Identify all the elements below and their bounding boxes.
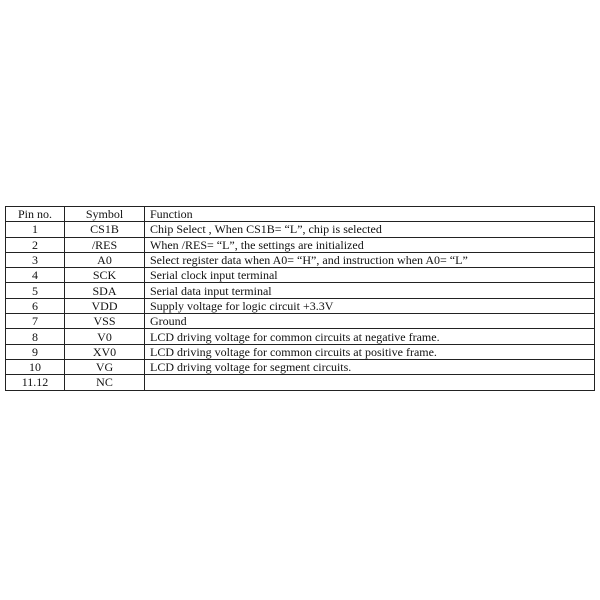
- pin-description-table: [5, 206, 595, 391]
- table-row: [6, 359, 595, 374]
- header-function: Function: [145, 207, 595, 222]
- function-cell: Chip Select , When CS1B= “L”, chip is selected: [145, 222, 595, 237]
- table-row: [6, 268, 595, 283]
- symbol-cell: A0: [65, 252, 145, 267]
- table-row: [6, 222, 595, 237]
- function-cell: When /RES= “L”, the settings are initialized: [145, 237, 595, 252]
- symbol-cell: /RES: [65, 237, 145, 252]
- symbol-cell: VG: [65, 359, 145, 374]
- function-cell: Serial data input terminal: [145, 283, 595, 298]
- table-row: [6, 237, 595, 252]
- function-cell: Supply voltage for logic circuit +3.3V: [145, 298, 595, 313]
- table-row: [6, 329, 595, 344]
- table-row: [6, 252, 595, 267]
- pin-number-cell: 11.12: [6, 375, 65, 390]
- table-row: [6, 314, 595, 329]
- table-row: [6, 298, 595, 313]
- pin-number-cell: 1: [6, 222, 65, 237]
- pin-number-cell: 4: [6, 268, 65, 283]
- header-pin-no: Pin no.: [6, 207, 65, 222]
- function-cell: LCD driving voltage for common circuits at negative frame.: [145, 329, 595, 344]
- pin-number-cell: 3: [6, 252, 65, 267]
- symbol-cell: NC: [65, 375, 145, 390]
- symbol-cell: VSS: [65, 314, 145, 329]
- pin-number-cell: 2: [6, 237, 65, 252]
- pin-number-cell: 6: [6, 298, 65, 313]
- pin-number-cell: 7: [6, 314, 65, 329]
- symbol-cell: CS1B: [65, 222, 145, 237]
- pin-number-cell: 8: [6, 329, 65, 344]
- pin-number-cell: 5: [6, 283, 65, 298]
- pin-number-cell: 9: [6, 344, 65, 359]
- symbol-cell: SDA: [65, 283, 145, 298]
- symbol-cell: V0: [65, 329, 145, 344]
- table-row: [6, 283, 595, 298]
- function-cell: LCD driving voltage for common circuits at positive frame.: [145, 344, 595, 359]
- symbol-cell: XV0: [65, 344, 145, 359]
- pin-number-cell: 10: [6, 359, 65, 374]
- function-cell: Ground: [145, 314, 595, 329]
- function-cell: Select register data when A0= “H”, and instruction when A0= “L”: [145, 252, 595, 267]
- table-header-row: [6, 207, 595, 222]
- function-cell: Serial clock input terminal: [145, 268, 595, 283]
- header-symbol: Symbol: [65, 207, 145, 222]
- symbol-cell: VDD: [65, 298, 145, 313]
- function-cell: LCD driving voltage for segment circuits.: [145, 359, 595, 374]
- function-cell: [145, 375, 595, 390]
- symbol-cell: SCK: [65, 268, 145, 283]
- table-row: [6, 375, 595, 390]
- table-row: [6, 344, 595, 359]
